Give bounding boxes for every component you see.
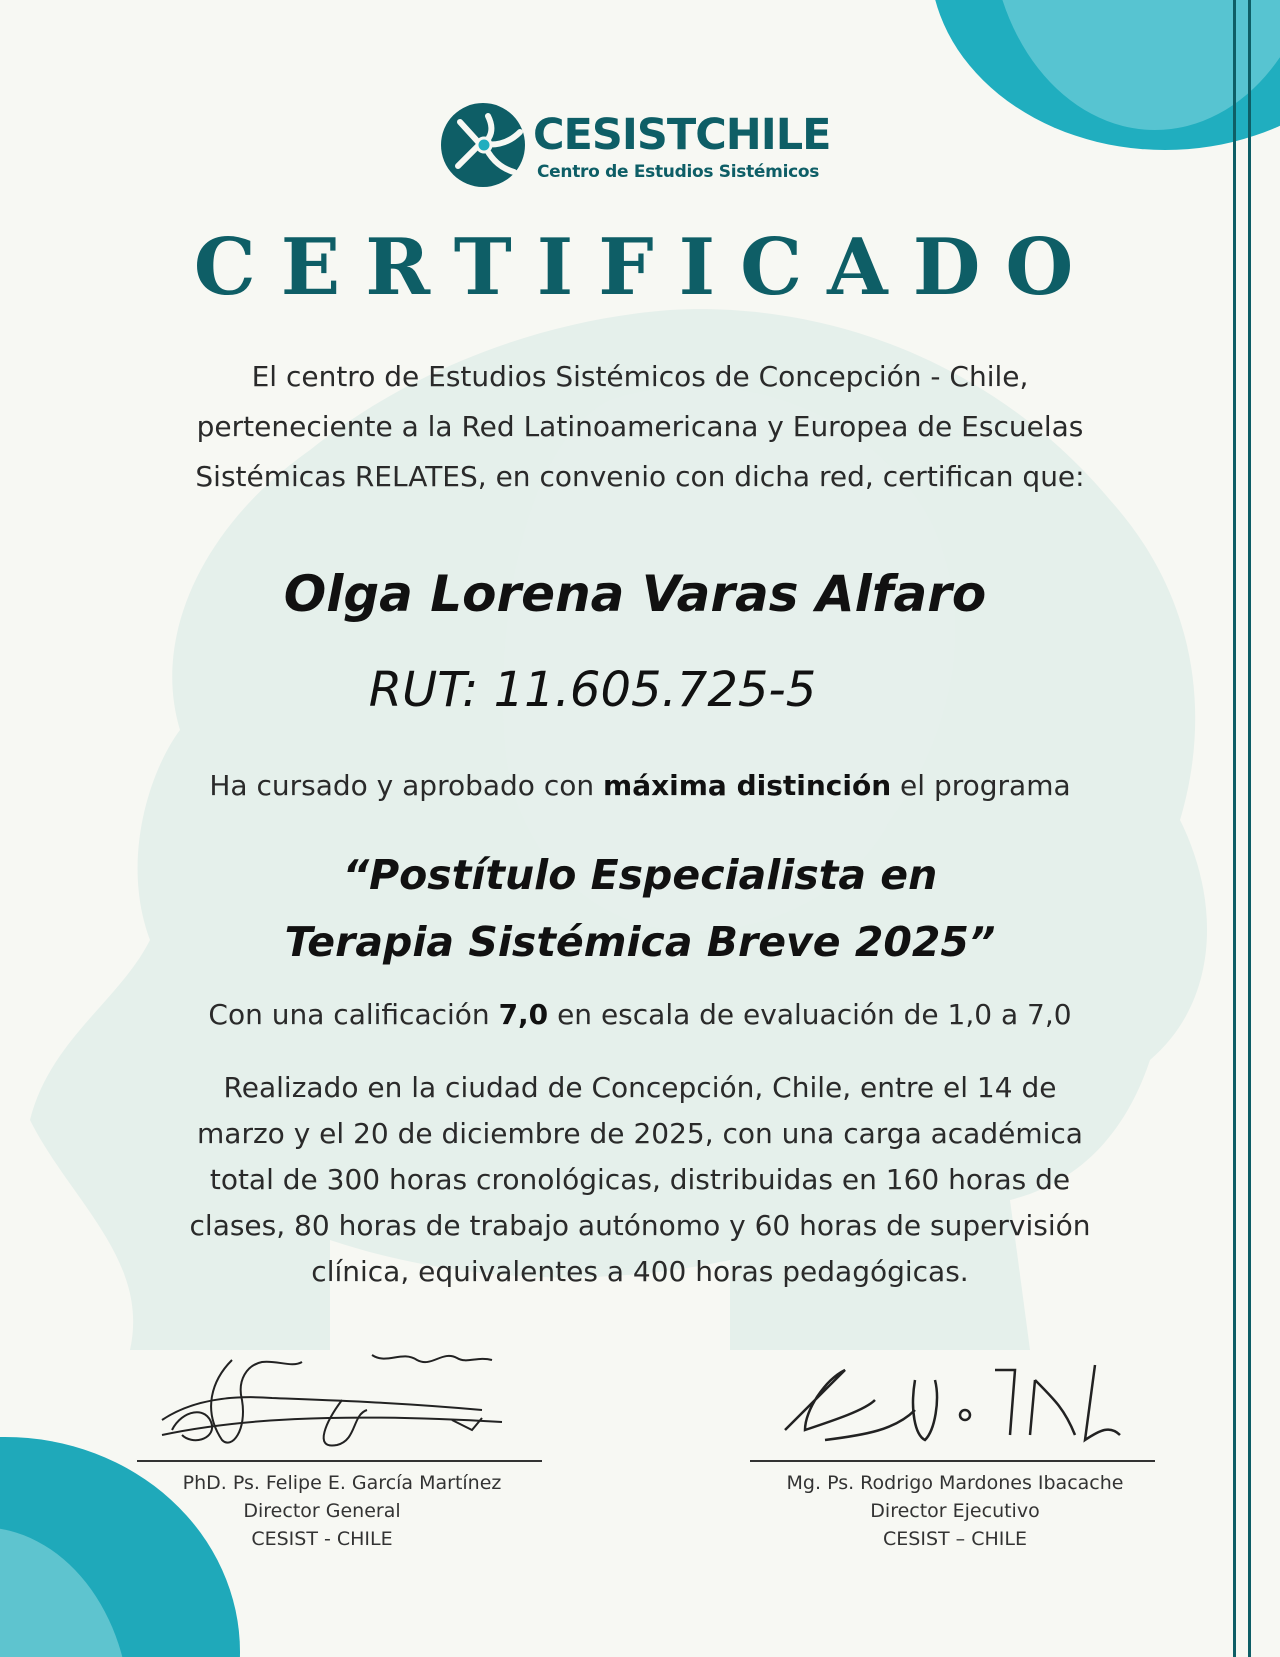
recipient-rut: RUT: 11.605.725-5 [368,662,817,718]
details-line: clínica, equivalentes a 400 horas pedagógicas. [311,1255,969,1288]
signatory-organization: CESIST - CHILE [251,1528,393,1550]
signature-director-ejecutivo [745,1340,1165,1580]
cesist-logo-mark-icon [440,102,526,188]
certificate-title: CERTIFICADO [193,222,1099,313]
details-line: total de 300 horas cronológicas, distribuidas en 160 horas de [209,1163,1071,1196]
intro-paragraph [100,352,1180,502]
intro-line: El centro de Estudios Sistémicos de Concepción - Chile, [251,360,1029,393]
signature-director-general [132,1340,552,1580]
recipient-name: Olga Lorena Varas Alfaro [283,565,987,623]
signature-line [137,1460,542,1462]
signatory-role: Director General [243,1500,401,1522]
handwritten-signature-icon [765,1340,1145,1455]
grade-text: Con una calificación [208,998,499,1031]
approval-distinction: máxima distinción [603,769,892,802]
approval-text-end: el programa [891,769,1071,802]
program-details [105,1065,1175,1295]
logo-subtitle: Centro de Estudios Sistémicos [537,162,820,182]
grade-value: 7,0 [498,998,549,1031]
signatory-name: PhD. Ps. Felipe E. García Martínez [182,1472,502,1494]
signatory-role: Director Ejecutivo [870,1500,1040,1522]
signatory-name: Mg. Ps. Rodrigo Mardones Ibacache [786,1472,1124,1494]
approval-statement [0,769,1280,802]
details-line: Realizado en la ciudad de Concepción, Chile, entre el 14 de [223,1071,1057,1104]
grade-statement [0,998,1280,1031]
signatory-organization: CESIST – CHILE [883,1528,1027,1550]
details-line: clases, 80 horas de trabajo autónomo y 60 horas de supervisión [189,1209,1091,1242]
intro-line: Sistémicas RELATES, en convenio con dicha red, certifican que: [195,460,1085,493]
program-line: “Postítulo Especialista en [342,851,938,899]
intro-line: perteneciente a la Red Latinoamericana y Europea de Escuelas [196,410,1084,443]
organization-logo [440,102,840,194]
signature-line [750,1460,1155,1462]
details-line: marzo y el 20 de diciembre de 2025, con una carga académica [197,1117,1083,1150]
handwritten-signature-icon [152,1340,532,1455]
logo-name: CESISTCHILE [533,110,831,160]
grade-scale: en escala de evaluación de 1,0 a 7,0 [548,998,1072,1031]
program-title [0,842,1280,976]
approval-text: Ha cursado y aprobado con [209,769,604,802]
program-line: Terapia Sistémica Breve 2025” [284,918,996,966]
